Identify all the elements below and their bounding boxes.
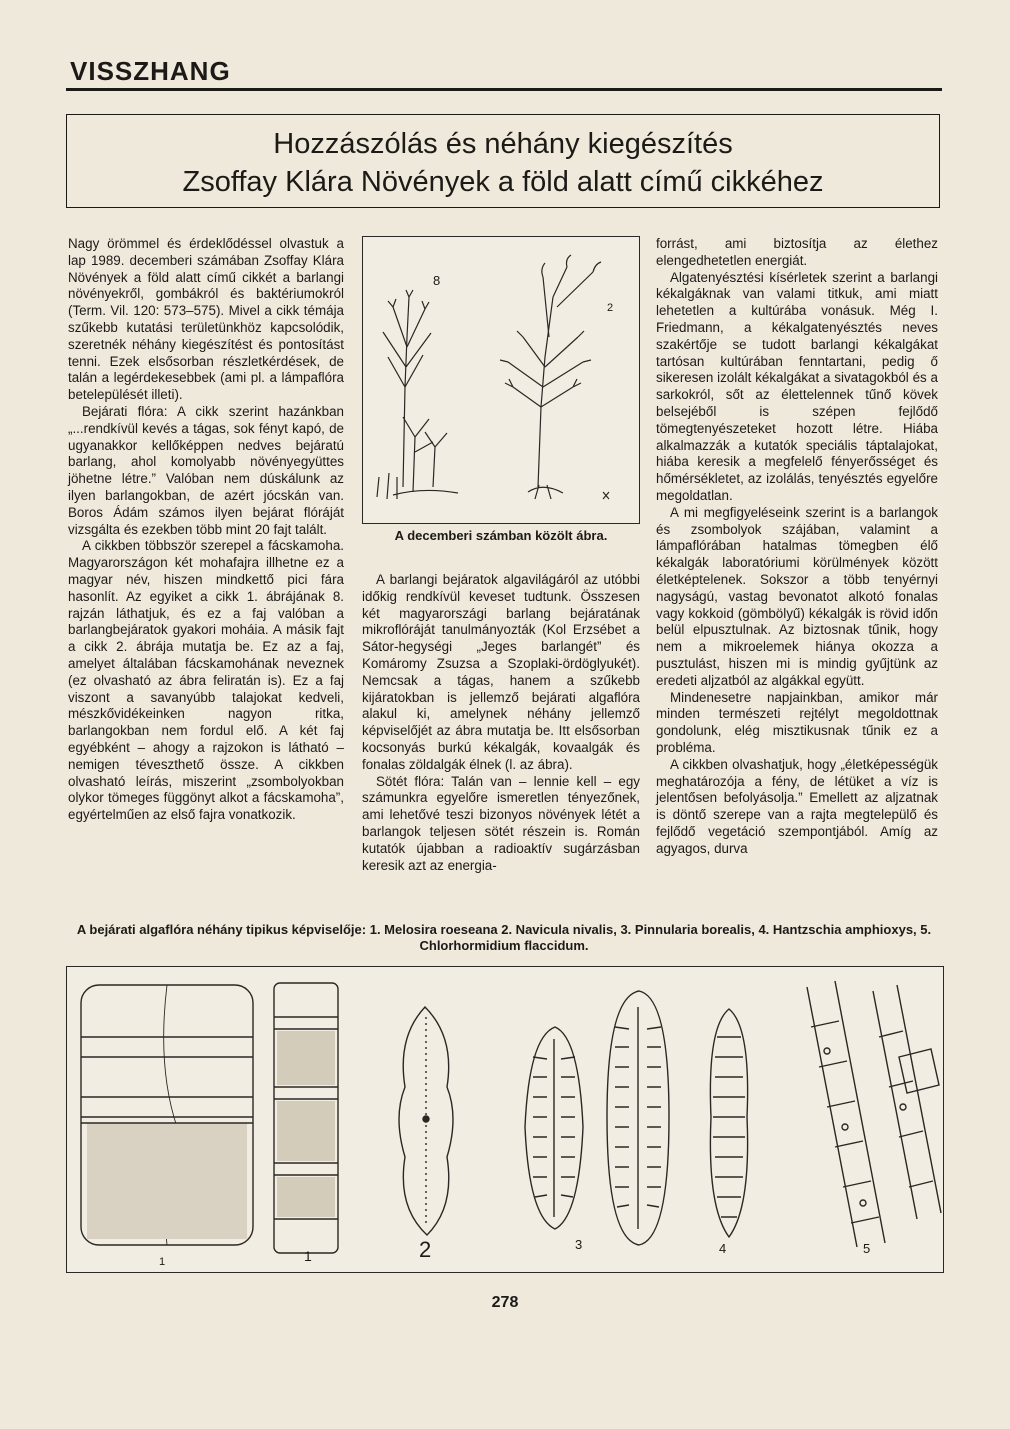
page-number: 278	[491, 1294, 519, 1311]
article-title-box	[66, 114, 940, 208]
section-label: VISSZHANG	[70, 56, 231, 86]
algae-figure	[66, 966, 944, 1273]
figure-label-8: 8	[433, 273, 441, 288]
text-column-2	[362, 572, 640, 874]
figure-label-1a: 1	[159, 1256, 166, 1268]
text-column-3	[656, 236, 938, 857]
paragraph: forrást, ami biztosítja az élethez elengedhetetlen energiát.	[656, 236, 938, 268]
paragraph: Nagy örömmel és érdeklődéssel olvastuk a lap 1989. decemberi számában Zsoffay Klára Növények a föld alatt című cikkét a barlangi növényekről, gombákról és baktériumokról (Term. Vil. 120: 573–575). Mivel a cikk témája szűkebb kutatási területünkhöz kapcsolódik, szeretnék néhány kiegészítést és pontosítást tenni. Ezek elsősorban részletkérdések, de talán a legérdekesebbek (ami pl. a lámpaflóra betelepülését illeti).	[68, 236, 344, 403]
moss-figure-caption: A decemberi számban közölt ábra.	[394, 528, 608, 543]
paragraph: Bejárati flóra: A cikk szerint hazánkban „...rendkívül kevés a tágas, sok fényt kapó, de ugyanakkor kellőképpen nedves bejáratú barlang, ahol komolyabb növényegyüttes jöhetne létre.” Valóban nem dúskálunk az ilyen barlangokban, de azért jócskán van. Boros Ádám számos ilyen bejárat flóráját vizsgálta és ezekben több mint 20 fajt talált.	[68, 403, 344, 537]
paragraph: Sötét flóra: Talán van – lennie kell – egy számunkra egyelőre ismeretlen tényezőnek, ami lehetővé teszi bizonyos növények létét a barlangok teljesen sötét részein is. Román kutatók újabban a radioaktív sugárzásban keresik azt az energia-	[362, 773, 640, 873]
moss-figure	[362, 236, 640, 524]
algae-figure-caption: A bejárati algaflóra néhány tipikus képviselője: 1. Melosira roeseana 2. Navicula nivalis, 3. Pinnularia borealis, 4. Hantzschia amphioxys, 5. Chlorhormidium flaccidum.	[76, 922, 932, 953]
figure-label-2: 2	[607, 302, 614, 314]
text-column-1	[68, 236, 344, 824]
figure-label-1b: 1	[304, 1248, 312, 1264]
article-title-line-2: Zsoffay Klára Növények a föld alatt című cikkéhez	[182, 166, 824, 198]
figure-label-4: 4	[719, 1241, 727, 1256]
article-title-line-1: Hozzászólás és néhány kiegészítés	[273, 128, 733, 160]
paragraph: A barlangi bejáratok algavilágáról az utóbbi időkig rendkívül keveset tudtunk. Összesen két magyarországi barlang bejáratának mikroflóráját tanulmányozták (Kol Erzsébet a Sátor-hegységi „Jeges barlangét” és Komáromy Zsuzsa a Szoplaki-ördöglyukét). Nemcsak a tágas, hanem a szűkebb kijáratokban is jellemző bejárati algaflóra alakul ki, amelynek néhány jellemző képviselőjét az ábra mutatja be. Itt elsősorban kocsonyás burkú kékalgák, kovaalgák és fonalas zöldalgák élnek (l. az ábra).	[362, 572, 640, 772]
paragraph: Mindenesetre napjainkban, amikor már minden természeti rejtélyt megoldottnak gondolunk, elég misztikusnak tűnik ez a probléma.	[656, 689, 938, 755]
paragraph: A mi megfigyeléseink szerint is a barlangok és zsombolyok szájában, valamint a lámpaflórában hatalmas tömegben élő kékalgák laboratóriumi körülmények között életképtelenek. Sokszor a több tenyérnyi nagyságú, vastag bevonatot alkotó fonalas vagy kokkoid (gömbölyű) kékalgák is rövid időn belül elpusztulnak. Az biztosnak tűnik, hogy nem a mikroelemek hiánya okozza a pusztulást, hiszen mi is mindig gyűjtünk az eredeti aljzatból az algákkal együtt.	[656, 504, 938, 688]
section-divider	[66, 88, 942, 91]
paragraph: A cikkben többször szerepel a fácskamoha. Magyarországon két mohafajra illhetne ez a magyar név, hiszen mindkettő pici fára hasonlít. Az egyiket a cikk 1. ábrájának 8. rajzán láthatjuk, és ez a faj valóban a barlangbejáratok gyakori moháia. A másik fajt a cikk 2. ábrája mutatja be. Ez az a faj, amelyet általában fácskamohának neveznek (ez olvasható az ábra feliratán is). Ez a faj viszont a savanyúbb talajokat kedveli, mészkővidékeinken nagyon ritka, barlangokban nem fordul elő. A két faj egyébként – ahogy a rajzokon is látható – nemigen téveszthető össze. A cikkben olvasható leírás, miszerint „zsombolyokban olykor tömeges függönyt alkot a fácskamoha”, egyértelműen az első fajra vonatkozik.	[68, 538, 344, 823]
paragraph: A cikkben olvashatjuk, hogy „életképességük meghatározója a fény, de létüket a víz is jelentősen befolyásolja.” Emellett az aljzatnak is döntő szerepe van a rajta megtelepülő és fejlődő vegetáció szempontjából. Amíg az agyagos, durva	[656, 756, 938, 856]
figure-label-5: 5	[863, 1241, 871, 1256]
algae-drawing	[67, 967, 943, 1272]
figure-label-3: 3	[575, 1237, 583, 1252]
paragraph: Algatenyésztési kísérletek szerint a barlangi kékalgáknak van valami titkuk, ami miatt lehetetlen a kultúrába vonásuk. Még I. Friedmann, a kékalgatenyésztés neves szakértője se tudott barlangi kékalgákat tartósan kultúrában fenntartani, pedig ő sikeresen izolált kékalgákat a sivatagokból és a sarkokról, sőt az élettelennek tűnő kövek belsejéből is szépen fejlődő tömegtenyészeteket hozott létre. Hiába alkalmazzák a kutatók speciális táptalajokat, hiába keresik a megfelelő fényerősséget és hőmérsékletet, az izolálás, tenyésztés egyelőre megoldatlan.	[656, 269, 938, 503]
moss-drawing	[363, 237, 639, 523]
figure-label-2: 2	[419, 1237, 432, 1262]
